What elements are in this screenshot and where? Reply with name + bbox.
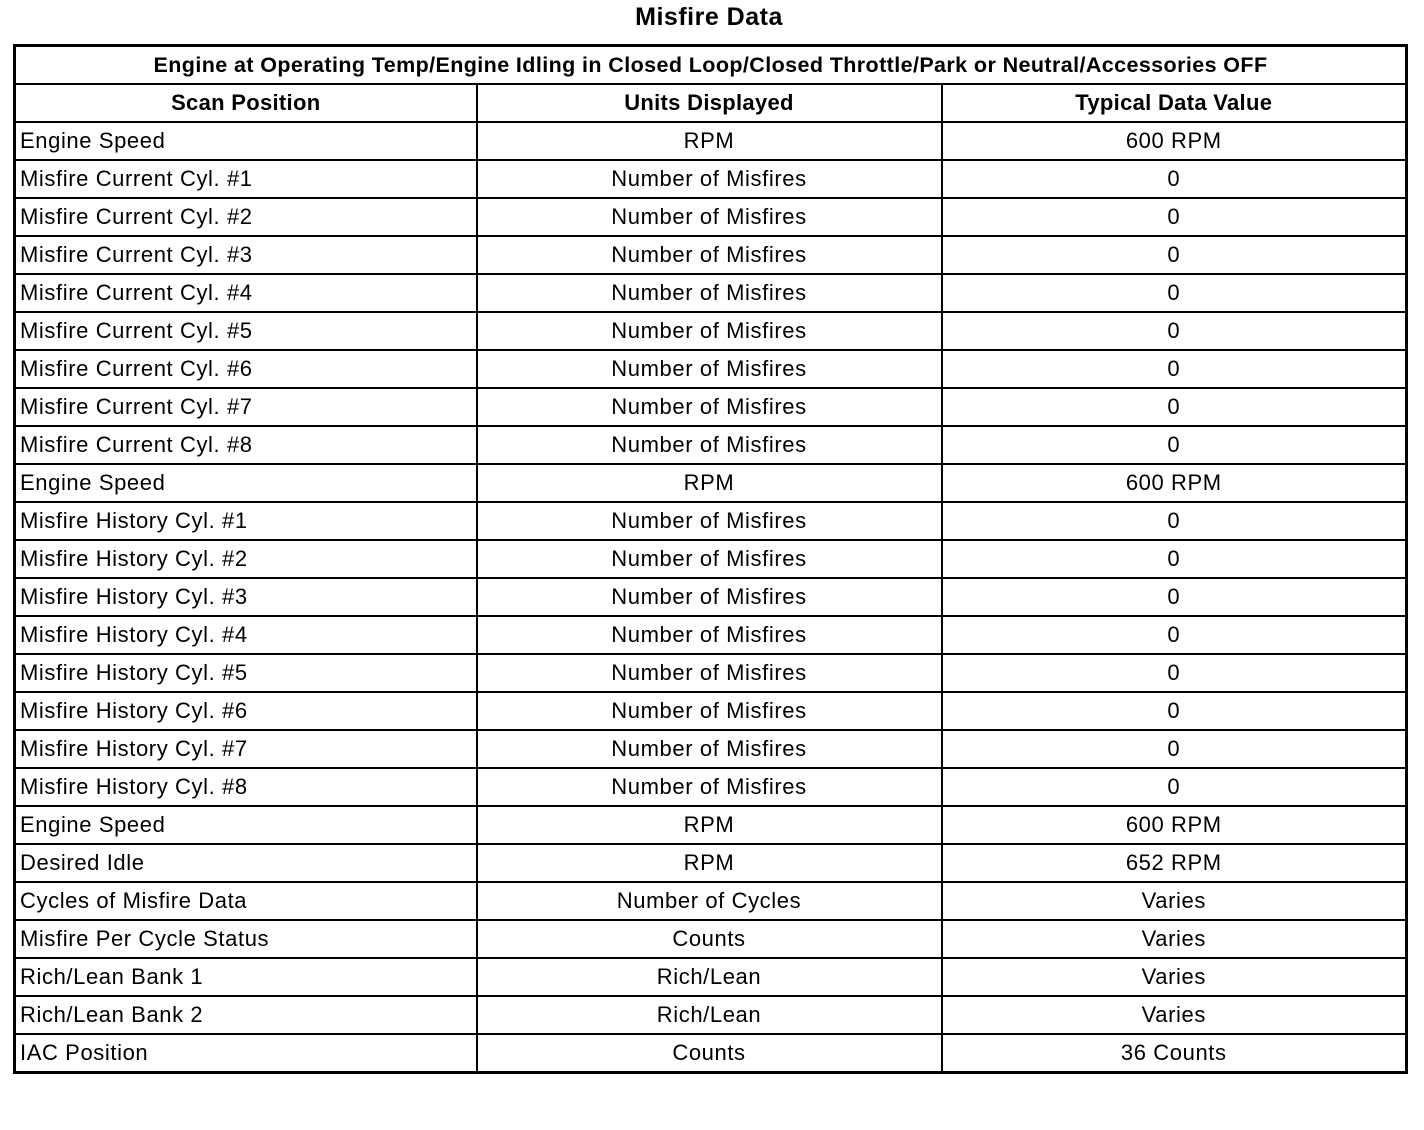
table-row [15,312,1407,350]
units-cell: Number of Misfires [477,768,942,806]
units-cell: Number of Misfires [477,274,942,312]
units-cell: Number of Misfires [477,388,942,426]
table-row [15,236,1407,274]
units-cell: Number of Misfires [477,236,942,274]
typical-value-cell: 0 [942,274,1407,312]
table-row [15,654,1407,692]
misfire-data-table [13,44,1408,1074]
typical-value-cell: 0 [942,578,1407,616]
scan-position-cell: Misfire History Cyl. #1 [15,502,477,540]
typical-value-cell: Varies [942,958,1407,996]
table-row [15,692,1407,730]
typical-value-cell: 600 RPM [942,122,1407,160]
typical-value-cell: 0 [942,426,1407,464]
scan-position-cell: Misfire Current Cyl. #7 [15,388,477,426]
scan-position-cell: Rich/Lean Bank 1 [15,958,477,996]
units-cell: Number of Misfires [477,654,942,692]
table-body [15,122,1407,1073]
table-row [15,350,1407,388]
scan-position-cell: Misfire Current Cyl. #5 [15,312,477,350]
scan-position-cell: Rich/Lean Bank 2 [15,996,477,1034]
table-row [15,578,1407,616]
column-header-units-displayed: Units Displayed [477,84,942,122]
units-cell: Number of Cycles [477,882,942,920]
scan-position-cell: Misfire Current Cyl. #8 [15,426,477,464]
table-row [15,920,1407,958]
table-row [15,502,1407,540]
table-row [15,730,1407,768]
typical-value-cell: 0 [942,768,1407,806]
typical-value-cell: 652 RPM [942,844,1407,882]
units-cell: Number of Misfires [477,160,942,198]
table-row [15,198,1407,236]
scan-position-cell: IAC Position [15,1034,477,1073]
table-row [15,426,1407,464]
table-row [15,844,1407,882]
units-cell: Number of Misfires [477,198,942,236]
units-cell: RPM [477,122,942,160]
condition-row [15,46,1407,85]
table-row [15,274,1407,312]
scan-position-cell: Misfire History Cyl. #2 [15,540,477,578]
units-cell: RPM [477,844,942,882]
scan-position-cell: Misfire History Cyl. #8 [15,768,477,806]
typical-value-cell: Varies [942,996,1407,1034]
page-title: Misfire Data [635,3,783,31]
scan-position-cell: Misfire History Cyl. #6 [15,692,477,730]
scan-position-cell: Misfire History Cyl. #5 [15,654,477,692]
typical-value-cell: Varies [942,920,1407,958]
table-row [15,958,1407,996]
scan-position-cell: Engine Speed [15,464,477,502]
table-row [15,388,1407,426]
table-row [15,160,1407,198]
scan-position-cell: Engine Speed [15,806,477,844]
typical-value-cell: 0 [942,540,1407,578]
units-cell: Rich/Lean [477,996,942,1034]
units-cell: Counts [477,920,942,958]
typical-value-cell: 0 [942,312,1407,350]
table-row [15,996,1407,1034]
scan-position-cell: Cycles of Misfire Data [15,882,477,920]
scan-position-cell: Misfire Per Cycle Status [15,920,477,958]
scan-position-cell: Misfire Current Cyl. #1 [15,160,477,198]
column-header-row [15,84,1407,122]
scan-position-cell: Misfire History Cyl. #4 [15,616,477,654]
units-cell: Number of Misfires [477,692,942,730]
table-row [15,882,1407,920]
units-cell: Number of Misfires [477,502,942,540]
units-cell: Rich/Lean [477,958,942,996]
typical-value-cell: 0 [942,198,1407,236]
typical-value-cell: 0 [942,388,1407,426]
units-cell: Number of Misfires [477,426,942,464]
units-cell: Number of Misfires [477,578,942,616]
table-row [15,540,1407,578]
scan-position-cell: Desired Idle [15,844,477,882]
units-cell: Number of Misfires [477,350,942,388]
units-cell: RPM [477,464,942,502]
condition-header: Engine at Operating Temp/Engine Idling in Closed Loop/Closed Throttle/Park or Neutral/Accessories OFF [15,46,1407,85]
typical-value-cell: Varies [942,882,1407,920]
typical-value-cell: 0 [942,350,1407,388]
table-row [15,806,1407,844]
scan-position-cell: Misfire History Cyl. #7 [15,730,477,768]
table-row [15,122,1407,160]
typical-value-cell: 0 [942,160,1407,198]
typical-value-cell: 36 Counts [942,1034,1407,1073]
table-row [15,1034,1407,1073]
typical-value-cell: 0 [942,616,1407,654]
scan-position-cell: Misfire Current Cyl. #4 [15,274,477,312]
column-header-typical-data-value: Typical Data Value [942,84,1407,122]
units-cell: Number of Misfires [477,730,942,768]
units-cell: Number of Misfires [477,312,942,350]
scan-position-cell: Misfire Current Cyl. #3 [15,236,477,274]
typical-value-cell: 600 RPM [942,464,1407,502]
table-row [15,464,1407,502]
typical-value-cell: 600 RPM [942,806,1407,844]
scan-position-cell: Misfire Current Cyl. #2 [15,198,477,236]
column-header-scan-position: Scan Position [15,84,477,122]
units-cell: Counts [477,1034,942,1073]
scan-position-cell: Misfire History Cyl. #3 [15,578,477,616]
typical-value-cell: 0 [942,692,1407,730]
typical-value-cell: 0 [942,236,1407,274]
typical-value-cell: 0 [942,730,1407,768]
scan-position-cell: Engine Speed [15,122,477,160]
typical-value-cell: 0 [942,654,1407,692]
units-cell: RPM [477,806,942,844]
typical-value-cell: 0 [942,502,1407,540]
units-cell: Number of Misfires [477,540,942,578]
scan-position-cell: Misfire Current Cyl. #6 [15,350,477,388]
table-row [15,768,1407,806]
table-row [15,616,1407,654]
units-cell: Number of Misfires [477,616,942,654]
